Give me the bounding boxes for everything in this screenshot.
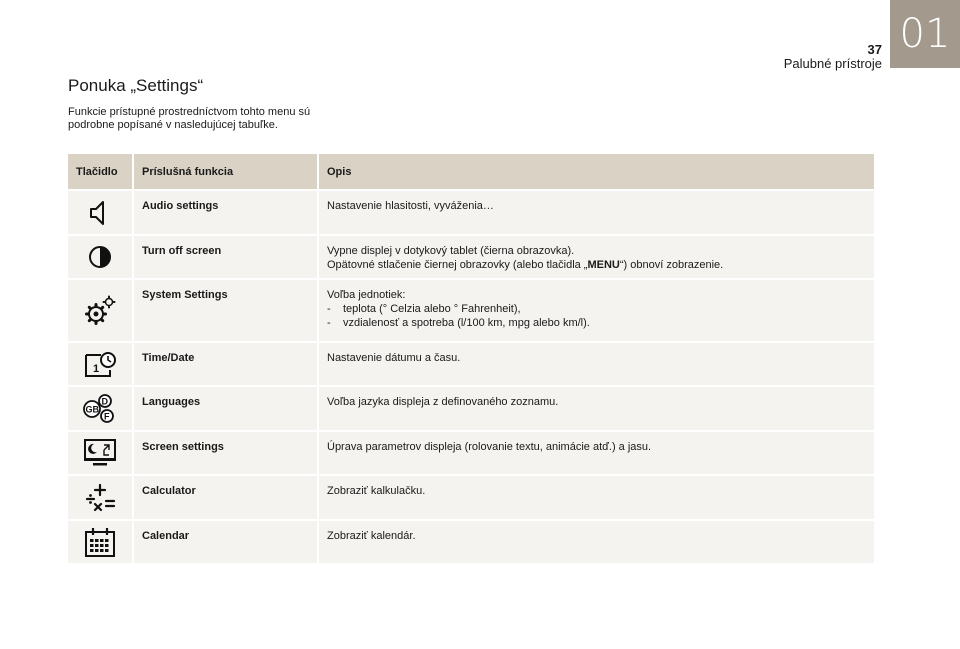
calculator-icon	[82, 482, 118, 514]
function-description: Úprava parametrov displeja (rolovanie textu, animácie atď.) a jasu.	[319, 430, 874, 474]
function-description: Zobraziť kalkulačku.	[319, 474, 874, 519]
function-name: Audio settings	[134, 189, 319, 234]
svg-text:F: F	[104, 411, 110, 421]
gears-icon	[83, 295, 117, 327]
function-name: Turn off screen	[134, 234, 319, 278]
function-name: System Settings	[134, 278, 319, 341]
table-row	[68, 474, 874, 519]
function-name: Screen settings	[134, 430, 319, 474]
function-description: Nastavenie dátumu a času.	[319, 341, 874, 385]
half-circle-icon-cell	[68, 234, 134, 278]
speaker-icon-cell	[68, 189, 134, 234]
function-description: Voľba jazyka displeja z definovaného zoznamu.	[319, 385, 874, 430]
languages-icon-cell	[68, 385, 134, 430]
section-intro: Funkcie prístupné prostredníctvom tohto menu sú podrobne popísané v nasledujúcej tabuľke.	[68, 106, 311, 131]
half-circle-icon	[87, 244, 113, 270]
table-row	[68, 189, 874, 234]
svg-text:D: D	[101, 396, 108, 406]
description-line: Voľba jednotiek:	[327, 289, 406, 301]
function-description	[319, 278, 874, 341]
svg-text:1: 1	[93, 363, 100, 375]
function-name: Languages	[134, 385, 319, 430]
list-item: - teplota (° Celzia alebo ° Fahrenheit),	[327, 303, 521, 315]
header-button: Tlačidlo	[68, 154, 134, 189]
chapter-title: Palubné prístroje	[783, 56, 882, 71]
header-function: Príslušná funkcia	[134, 154, 319, 189]
description-line: Opätovné stlačenie čiernej obrazovky (alebo tlačidla „MENU“) obnoví zobrazenie.	[327, 259, 724, 271]
table-row	[68, 278, 874, 341]
function-name: Calculator	[134, 474, 319, 519]
header-description: Opis	[319, 154, 874, 189]
calendar-clock-icon	[83, 349, 117, 379]
calculator-icon-cell	[68, 474, 134, 519]
languages-icon	[81, 393, 119, 425]
table-row	[68, 341, 874, 385]
chapter-number: 01	[899, 11, 951, 57]
function-name: Calendar	[134, 519, 319, 563]
calendar-icon	[83, 526, 117, 558]
function-description	[319, 234, 874, 278]
screen-settings-icon-cell	[68, 430, 134, 474]
screen-settings-icon	[82, 438, 118, 468]
menu-key-label: MENU	[587, 259, 620, 271]
table-row	[68, 385, 874, 430]
svg-text:GB: GB	[85, 404, 99, 414]
page-number: 37	[867, 42, 882, 57]
calendar-icon-cell	[68, 519, 134, 563]
function-description: Zobraziť kalendár.	[319, 519, 874, 563]
list-item: - vzdialenosť a spotreba (l/100 km, mpg alebo km/l).	[327, 317, 590, 329]
table-header-row	[68, 154, 874, 189]
gears-icon-cell	[68, 278, 134, 341]
speaker-icon	[85, 198, 115, 228]
table-row	[68, 234, 874, 278]
table-row	[68, 430, 874, 474]
calendar-clock-icon-cell	[68, 341, 134, 385]
function-description: Nastavenie hlasitosti, vyváženia…	[319, 189, 874, 234]
chapter-tab	[890, 0, 960, 68]
section-title: Ponuka „Settings“	[68, 76, 204, 95]
table-row	[68, 519, 874, 563]
settings-table	[68, 154, 874, 563]
function-name: Time/Date	[134, 341, 319, 385]
description-line: Vypne displej v dotykový tablet (čierna obrazovka).	[327, 245, 575, 257]
